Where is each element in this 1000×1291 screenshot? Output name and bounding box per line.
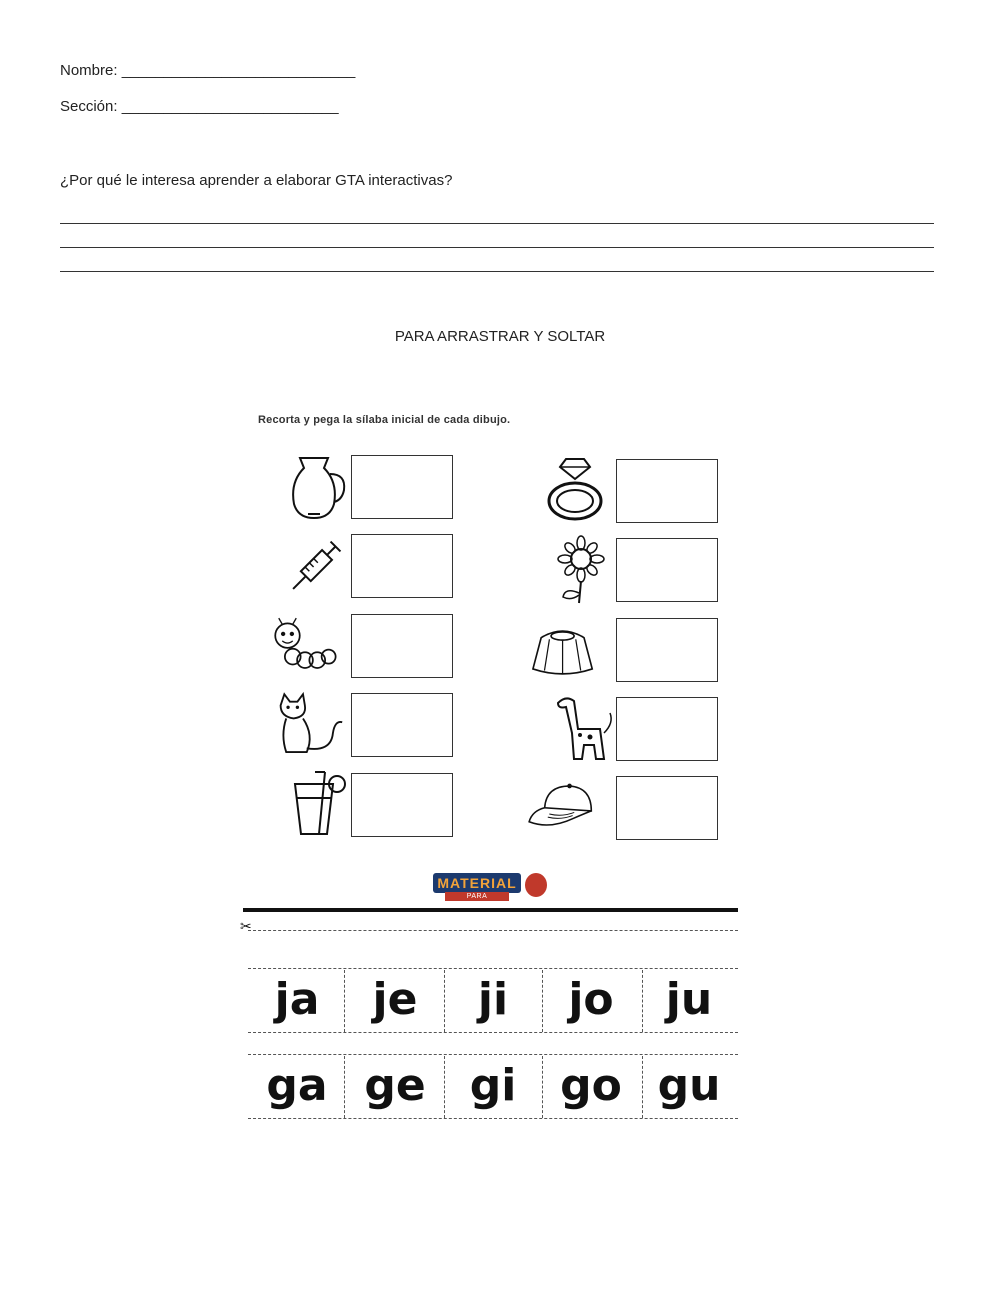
- seccion-line[interactable]: __________________________: [121, 98, 339, 115]
- cap-icon: [526, 772, 596, 842]
- cut-strip-top-border: [243, 908, 738, 912]
- nombre-field[interactable]: [60, 62, 355, 79]
- cut-line-1: [248, 930, 738, 931]
- logo-sub-text: PARA MAESTROS: [445, 892, 509, 901]
- syllable-tile[interactable]: gu: [657, 1060, 721, 1111]
- drop-box-left-5[interactable]: [351, 773, 453, 837]
- cut-divider: [344, 1056, 345, 1118]
- apple-icon: [525, 873, 547, 897]
- syllable-tile[interactable]: jo: [568, 974, 614, 1025]
- drop-box-left-2[interactable]: [351, 534, 453, 598]
- syringe-icon: [280, 532, 350, 602]
- syllable-tile[interactable]: ju: [665, 974, 713, 1025]
- worksheet-instruction: Recorta y pega la sílaba inicial de cada dibujo.: [258, 414, 511, 426]
- cat-icon: [275, 690, 345, 760]
- syllable-tile[interactable]: ja: [274, 974, 320, 1025]
- ring-icon: [542, 455, 612, 525]
- answer-line-1[interactable]: [60, 223, 934, 224]
- question-text: ¿Por qué le interesa aprender a elaborar GTA interactivas?: [60, 172, 453, 189]
- drop-box-right-3[interactable]: [616, 618, 718, 682]
- syllable-tile[interactable]: gi: [469, 1060, 517, 1111]
- jug-icon: [280, 452, 350, 522]
- seccion-label: Sección:: [60, 98, 118, 115]
- syllable-tile[interactable]: ji: [477, 974, 509, 1025]
- syllable-tile[interactable]: ga: [266, 1060, 328, 1111]
- syllable-tile[interactable]: ge: [364, 1060, 426, 1111]
- drop-box-left-3[interactable]: [351, 614, 453, 678]
- drop-box-right-4[interactable]: [616, 697, 718, 761]
- caterpillar-icon: [270, 612, 340, 682]
- drop-box-left-1[interactable]: [351, 455, 453, 519]
- cut-line-4: [248, 1054, 738, 1055]
- syllable-tile[interactable]: go: [560, 1060, 622, 1111]
- scissors-icon: ✂: [240, 918, 252, 934]
- syllable-row-g: [248, 1056, 738, 1118]
- answer-line-3[interactable]: [60, 271, 934, 272]
- drop-box-left-4[interactable]: [351, 693, 453, 757]
- giraffe-icon: [550, 693, 620, 763]
- gelatin-mold-icon: [528, 615, 598, 685]
- juice-glass-icon: [285, 770, 355, 840]
- cut-divider: [344, 970, 345, 1032]
- cut-line-5: [248, 1118, 738, 1119]
- cut-line-3: [248, 1032, 738, 1033]
- answer-line-2[interactable]: [60, 247, 934, 248]
- syllable-row-j: [248, 970, 738, 1032]
- sunflower-icon: [545, 535, 615, 605]
- nombre-line[interactable]: ____________________________: [121, 62, 356, 79]
- seccion-field[interactable]: [60, 98, 339, 115]
- drop-box-right-5[interactable]: [616, 776, 718, 840]
- logo-main-text: MATERIAL: [433, 873, 521, 893]
- material-para-maestros-logo: [433, 871, 551, 909]
- drop-box-right-2[interactable]: [616, 538, 718, 602]
- drop-box-right-1[interactable]: [616, 459, 718, 523]
- nombre-label: Nombre:: [60, 62, 118, 79]
- syllable-tile[interactable]: je: [372, 974, 418, 1025]
- cut-line-2: [248, 968, 738, 969]
- section-title: PARA ARRASTRAR Y SOLTAR: [394, 328, 606, 345]
